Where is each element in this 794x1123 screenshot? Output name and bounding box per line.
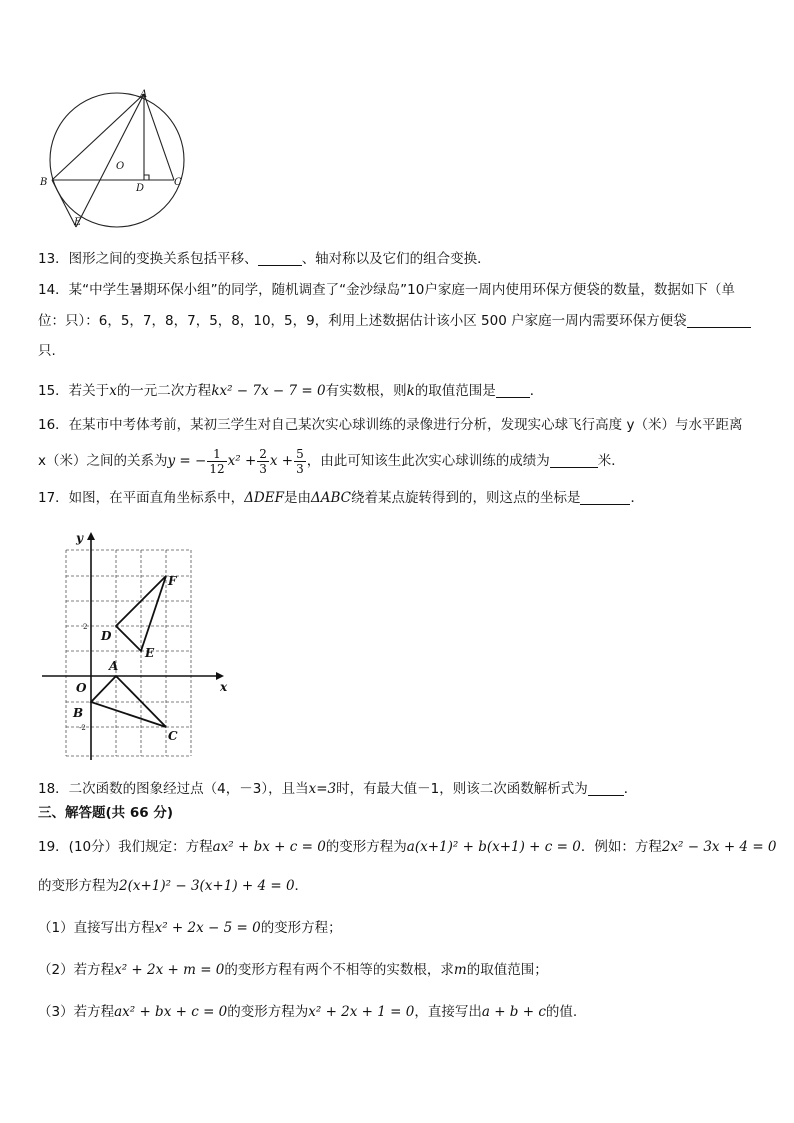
q18-answer-blank — [588, 781, 624, 796]
tick-label-2: 2 — [83, 623, 88, 631]
coordinate-grid-figure — [38, 526, 238, 764]
q14-answer-blank — [687, 313, 751, 328]
question-19-part2: （2）若方程x² + 2x + m = 0的变形方程有两个不相等的实数根，求m的取值范围； — [38, 962, 548, 978]
question-14-line3: 只. — [38, 343, 56, 359]
question-16-line1: 16．在某市中考体考前，某初三学生对自己某次实心球训练的录像进行分析，发现实心球飞行高度 y（米）与水平距离 — [38, 417, 743, 433]
label-d: D — [101, 629, 112, 643]
circle-figure — [38, 88, 198, 233]
axis-label-x: x — [220, 680, 228, 694]
q17-answer-blank — [580, 490, 630, 505]
label-b: B — [40, 177, 48, 188]
question-13: 13．图形之间的变换关系包括平移、 、轴对称以及它们的组合变换． — [38, 251, 491, 267]
label-d: D — [136, 183, 145, 194]
question-14-line2: 位：只）：6，5，7，8，7，5，8，10，5，9，利用上述数据估计该小区 500 户家庭一周内需要环保方便袋 — [38, 311, 751, 331]
label-f: F — [168, 574, 177, 588]
axis-label-y: y — [76, 531, 83, 545]
label-a: A — [109, 659, 119, 673]
tick-label-neg2: -2 — [79, 724, 86, 732]
question-15: 15．若关于x的一元二次方程kx² − 7x − 7 = 0有实数根，则k的取值范围是 ． — [38, 383, 544, 399]
fraction-2-3: $\frac{2}{3}$ — [259, 446, 267, 476]
label-e: E — [145, 646, 155, 660]
label-e: E — [74, 217, 82, 228]
label-o: O — [76, 681, 87, 695]
label-o: O — [116, 161, 125, 172]
label-a: A — [140, 89, 148, 100]
label-c: C — [174, 177, 182, 188]
question-17: 17．如图，在平面直角坐标系中，ΔDEF是由ΔABC绕着某点旋转得到的，则这点的坐标是 ． — [38, 490, 644, 506]
label-c: C — [168, 729, 178, 743]
question-19-line1: 19．(10分）我们规定：方程ax² + bx + c = 0的变形方程为a(x+1)² + b(x+1) + c = 0．例如：方程2x² − 3x + 4 = 0 — [38, 839, 777, 855]
question-19-part1: （1）直接写出方程x² + 2x − 5 = 0的变形方程； — [38, 920, 342, 936]
fraction-1-12: $\frac{1}{12}$ — [209, 446, 225, 476]
q13-answer-blank — [258, 251, 302, 266]
q16-answer-blank — [550, 453, 598, 468]
q15-answer-blank — [496, 383, 530, 398]
question-19-part3: （3）若方程ax² + bx + c = 0的变形方程为x² + 2x + 1 = 0，直接写出a + b + c的值. — [38, 1004, 578, 1020]
question-14-line1: 14．某“中学生暑期环保小组”的同学，随机调查了“金沙绿岛”10户家庭一周内使用环保方便袋的数量，数据如下（单 — [38, 282, 735, 298]
q15-equation: kx² − 7x − 7 = 0 — [211, 383, 326, 399]
question-19-line2: 的变形方程为2(x+1)² − 3(x+1) + 4 = 0． — [38, 878, 309, 894]
question-18: 18．二次函数的图象经过点（4，－3），且当x=3时，有最大值－1，则该二次函数解析式为 ． — [38, 781, 638, 797]
section-heading: 三、解答题(共 66 分) — [38, 805, 174, 821]
fraction-5-3: $\frac{5}{3}$ — [296, 446, 304, 476]
label-b: B — [73, 706, 84, 720]
question-16-line2: x（米）之间的关系为y = − $\frac{1}{12}$ x² + $\frac{2}{3}$ x + $\frac{5}{3}$ ，由此可知该生此次实心球训练的成绩为 米． — [38, 446, 625, 476]
